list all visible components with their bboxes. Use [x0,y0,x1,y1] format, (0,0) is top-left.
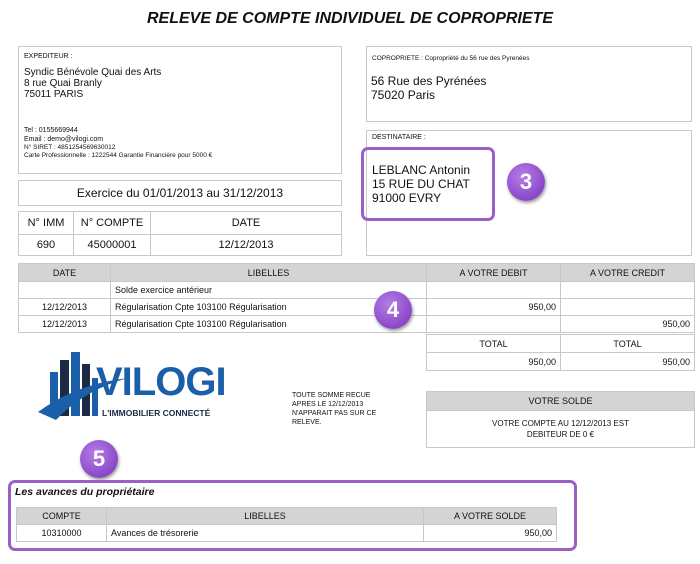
recipient-name: LEBLANC Antonin [372,163,471,177]
sender-siret: N° SIRET : 4851254569630012 [24,144,116,151]
badge-3: 3 [507,163,545,201]
recipient-city: 91000 EVRY [372,191,442,205]
ledger-row-2-credit [560,298,695,316]
advances-row-label: Avances de trésorerie [106,524,424,542]
balance-line-1: VOTRE COMPTE AU 12/12/2013 EST [492,419,629,428]
advances-header-label: LIBELLES [106,507,424,525]
ledger-row-3-credit: 950,00 [560,315,695,333]
notice-line-3: N'APPARAIT PAS SUR CE [292,410,377,417]
compte-value: 45000001 [73,234,151,256]
sender-city: 75011 PARIS [24,89,84,100]
copro-street: 56 Rue des Pyrénées [371,74,487,88]
ledger-header-label: LIBELLES [110,263,427,282]
logo-brand: VILOGI [96,360,226,404]
sender-name: Syndic Bénévole Quai des Arts [24,67,162,78]
sender-tel: Tel : 0155669944 [24,127,78,134]
ledger-row-2-date: 12/12/2013 [18,298,111,316]
date-header: DATE [150,211,342,235]
exercise-box [18,180,342,206]
ledger-row-1-debit [426,281,561,299]
sender-contact [24,126,212,160]
imm-header: N° IMM [18,211,74,235]
sender-street: 8 rue Quai Branly [24,78,102,89]
advances-header-account: COMPTE [16,507,107,525]
recipient-highlight [361,147,495,221]
notice-line-4: RELEVE. [292,419,322,426]
ledger-row-3-debit [426,315,561,333]
ledger-row-1-label: Solde exercice antérieur [110,281,427,299]
ledger-row-1-date [18,281,111,299]
recipient-heading: DESTINATAIRE : [372,134,426,141]
notice-line-2: APRES LE 12/12/2013 [292,401,364,408]
sender-email: Email : demo@vilogi.com [24,136,104,143]
ledger-header-date: DATE [18,263,111,282]
vilogi-logo [36,350,256,430]
notice-line-1: TOUTE SOMME RECUE [292,392,371,399]
ledger-row-3-date: 12/12/2013 [18,315,111,333]
ledger-row-2-label: Régularisation Cpte 103100 Régularisation [110,298,427,316]
ledger-row-2-debit: 950,00 [426,298,561,316]
ledger-header-debit: A VOTRE DEBIT [426,263,561,282]
balance-box [426,410,695,448]
imm-value: 690 [18,234,74,256]
total-credit-value: 950,00 [560,352,695,371]
total-debit-value: 950,00 [426,352,561,371]
badge-4: 4 [374,291,412,329]
ledger-row-3-label: Régularisation Cpte 103100 Régularisation [110,315,427,333]
sender-address [24,67,161,100]
sender-card: Carte Professionnelle : 1222544 Garantie Financière pour 5000 € [24,152,213,159]
exercise-period: Exercice du 01/01/2013 au 31/12/2013 [76,186,284,200]
ledger-header-credit: A VOTRE CREDIT [560,263,695,282]
compte-header: N° COMPTE [73,211,151,235]
payment-notice [292,391,376,427]
copro-heading: COPROPRIETE : Copropriété du 56 rue des Pyrenées [372,55,530,62]
balance-heading: VOTRE SOLDE [426,391,695,411]
advances-title: Les avances du propriétaire [15,486,155,498]
ledger-row-1-credit [560,281,695,299]
recipient-street: 15 RUE DU CHAT [372,177,470,191]
advances-header-balance: A VOTRE SOLDE [423,507,557,525]
date-value: 12/12/2013 [150,234,342,256]
balance-line-2: DEBITEUR DE 0 € [526,430,595,439]
total-credit-label: TOTAL [560,334,695,353]
sender-heading: EXPEDITEUR : [24,53,73,60]
copro-city: 75020 Paris [371,88,436,102]
badge-5: 5 [80,440,118,478]
total-debit-label: TOTAL [426,334,561,353]
copro-address [371,74,486,102]
advances-row-amount: 950,00 [423,524,557,542]
logo-tagline: L'IMMOBILIER CONNECTÉ [102,408,211,418]
page-title: RELEVE DE COMPTE INDIVIDUEL DE COPROPRIETE [147,10,553,27]
advances-row-account: 10310000 [16,524,107,542]
